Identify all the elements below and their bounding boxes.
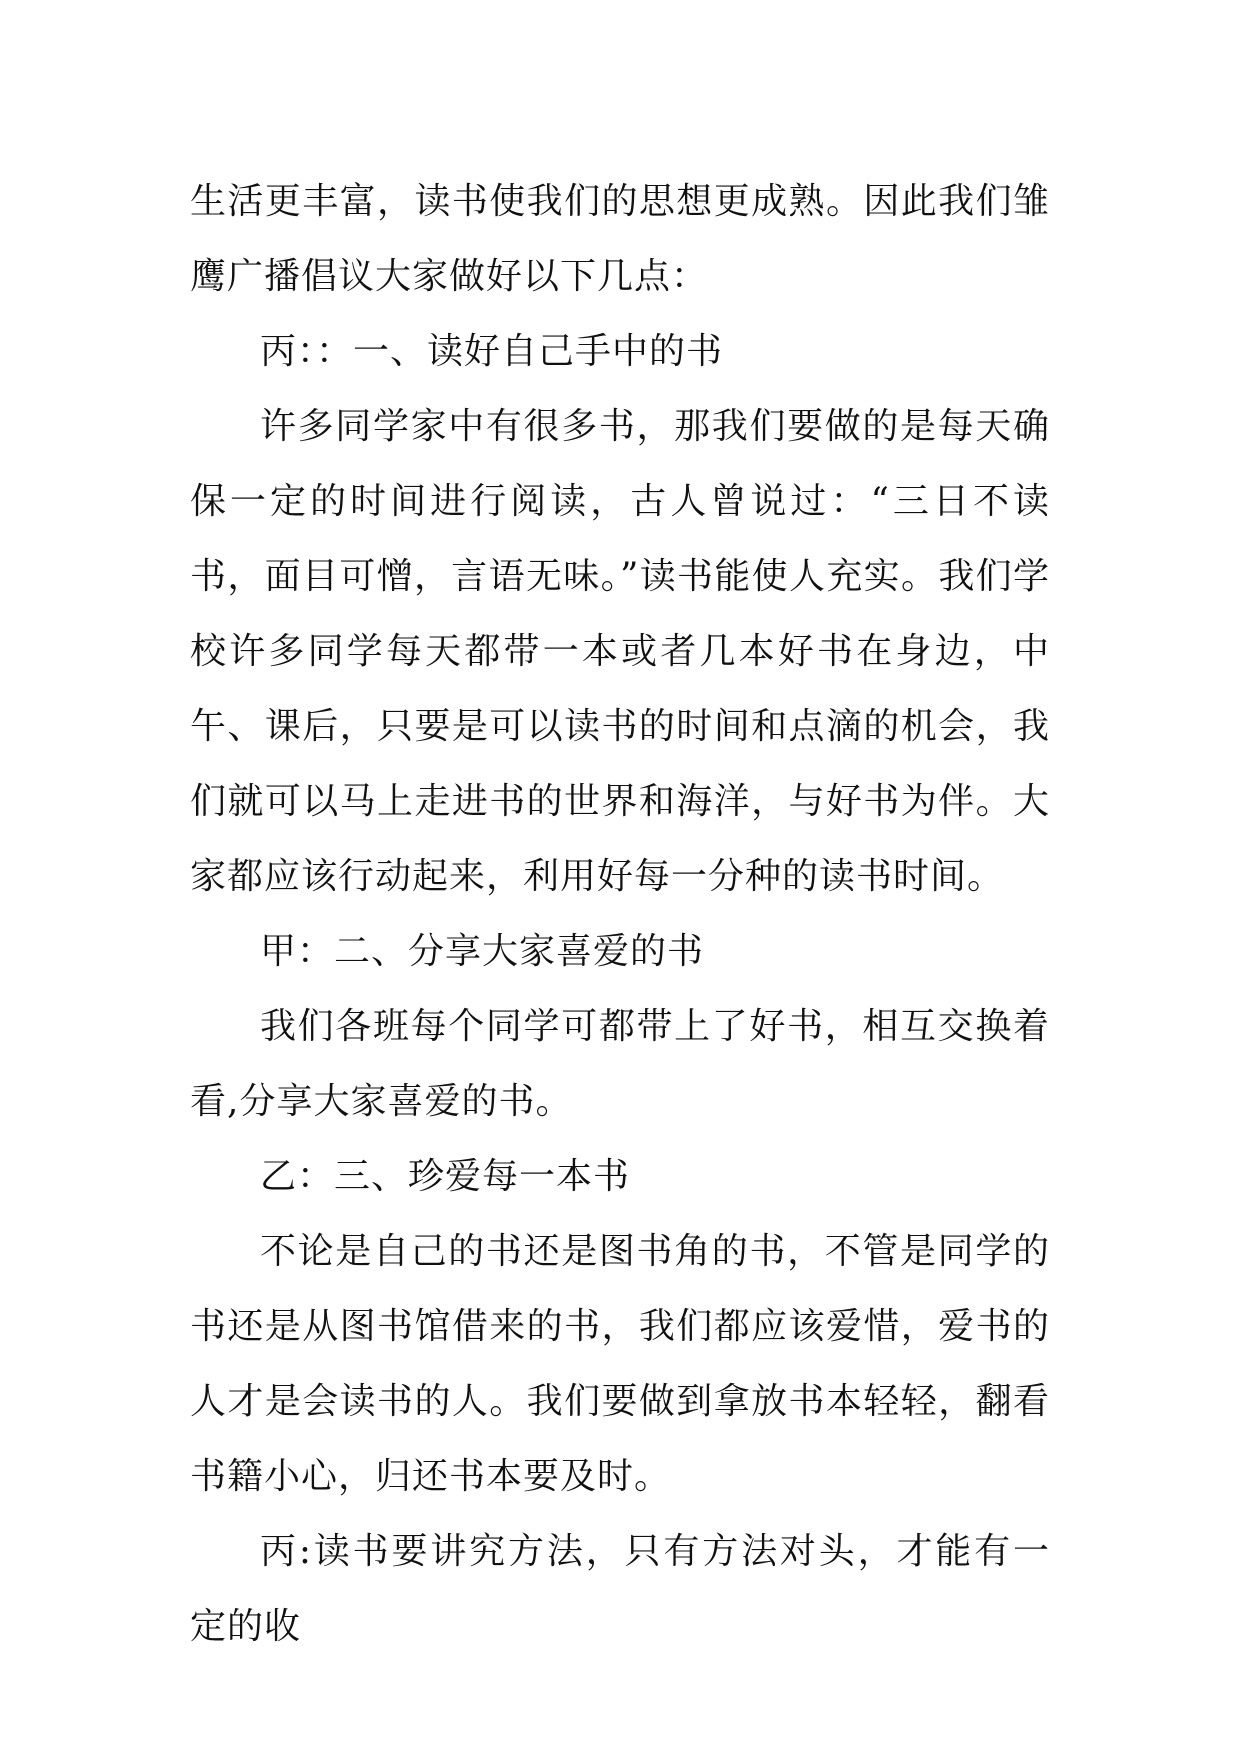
paragraph-cherish-books: 不论是自己的书还是图书角的书，不管是同学的书还是从图书馆借来的书，我们都应该爱惜，爱书的人才是会读书的人。我们要做到拿放书本轻轻，翻看书籍小心，归还书本要及时。 [190, 1231, 1050, 1497]
section-heading-three: 乙：三、珍爱每一本书 [260, 1156, 631, 1197]
section-heading-two: 甲：二、分享大家喜爱的书 [260, 931, 705, 972]
paragraph-share-books: 我们各班每个同学可都带上了好书，相互交换着看,分享大家喜爱的书。 [190, 1006, 1050, 1122]
paragraph-reading-method: 丙:读书要讲究方法，只有方法对头，才能有一定的收 [190, 1531, 1050, 1647]
paragraph-continuation: 生活更丰富，读书使我们的思想更成熟。因此我们雏鹰广播倡议大家做好以下几点： [190, 181, 1050, 297]
document-body [190, 164, 1050, 1664]
section-heading-one: 丙：：一、读好自己手中的书 [260, 331, 724, 372]
paragraph-read-own-books: 许多同学家中有很多书，那我们要做的是每天确保一定的时间进行阅读，古人曾说过：“三日不读书，面目可憎，言语无味。”读书能使人充实。我们学校许多同学每天都带一本或者几本好书在身边，中午、课后，只要是可以读书的时间和点滴的机会，我们就可以马上走进书的世界和海洋，与好书为伴。大家都应该行动起来，利用好每一分种的读书时间。 [190, 406, 1050, 897]
